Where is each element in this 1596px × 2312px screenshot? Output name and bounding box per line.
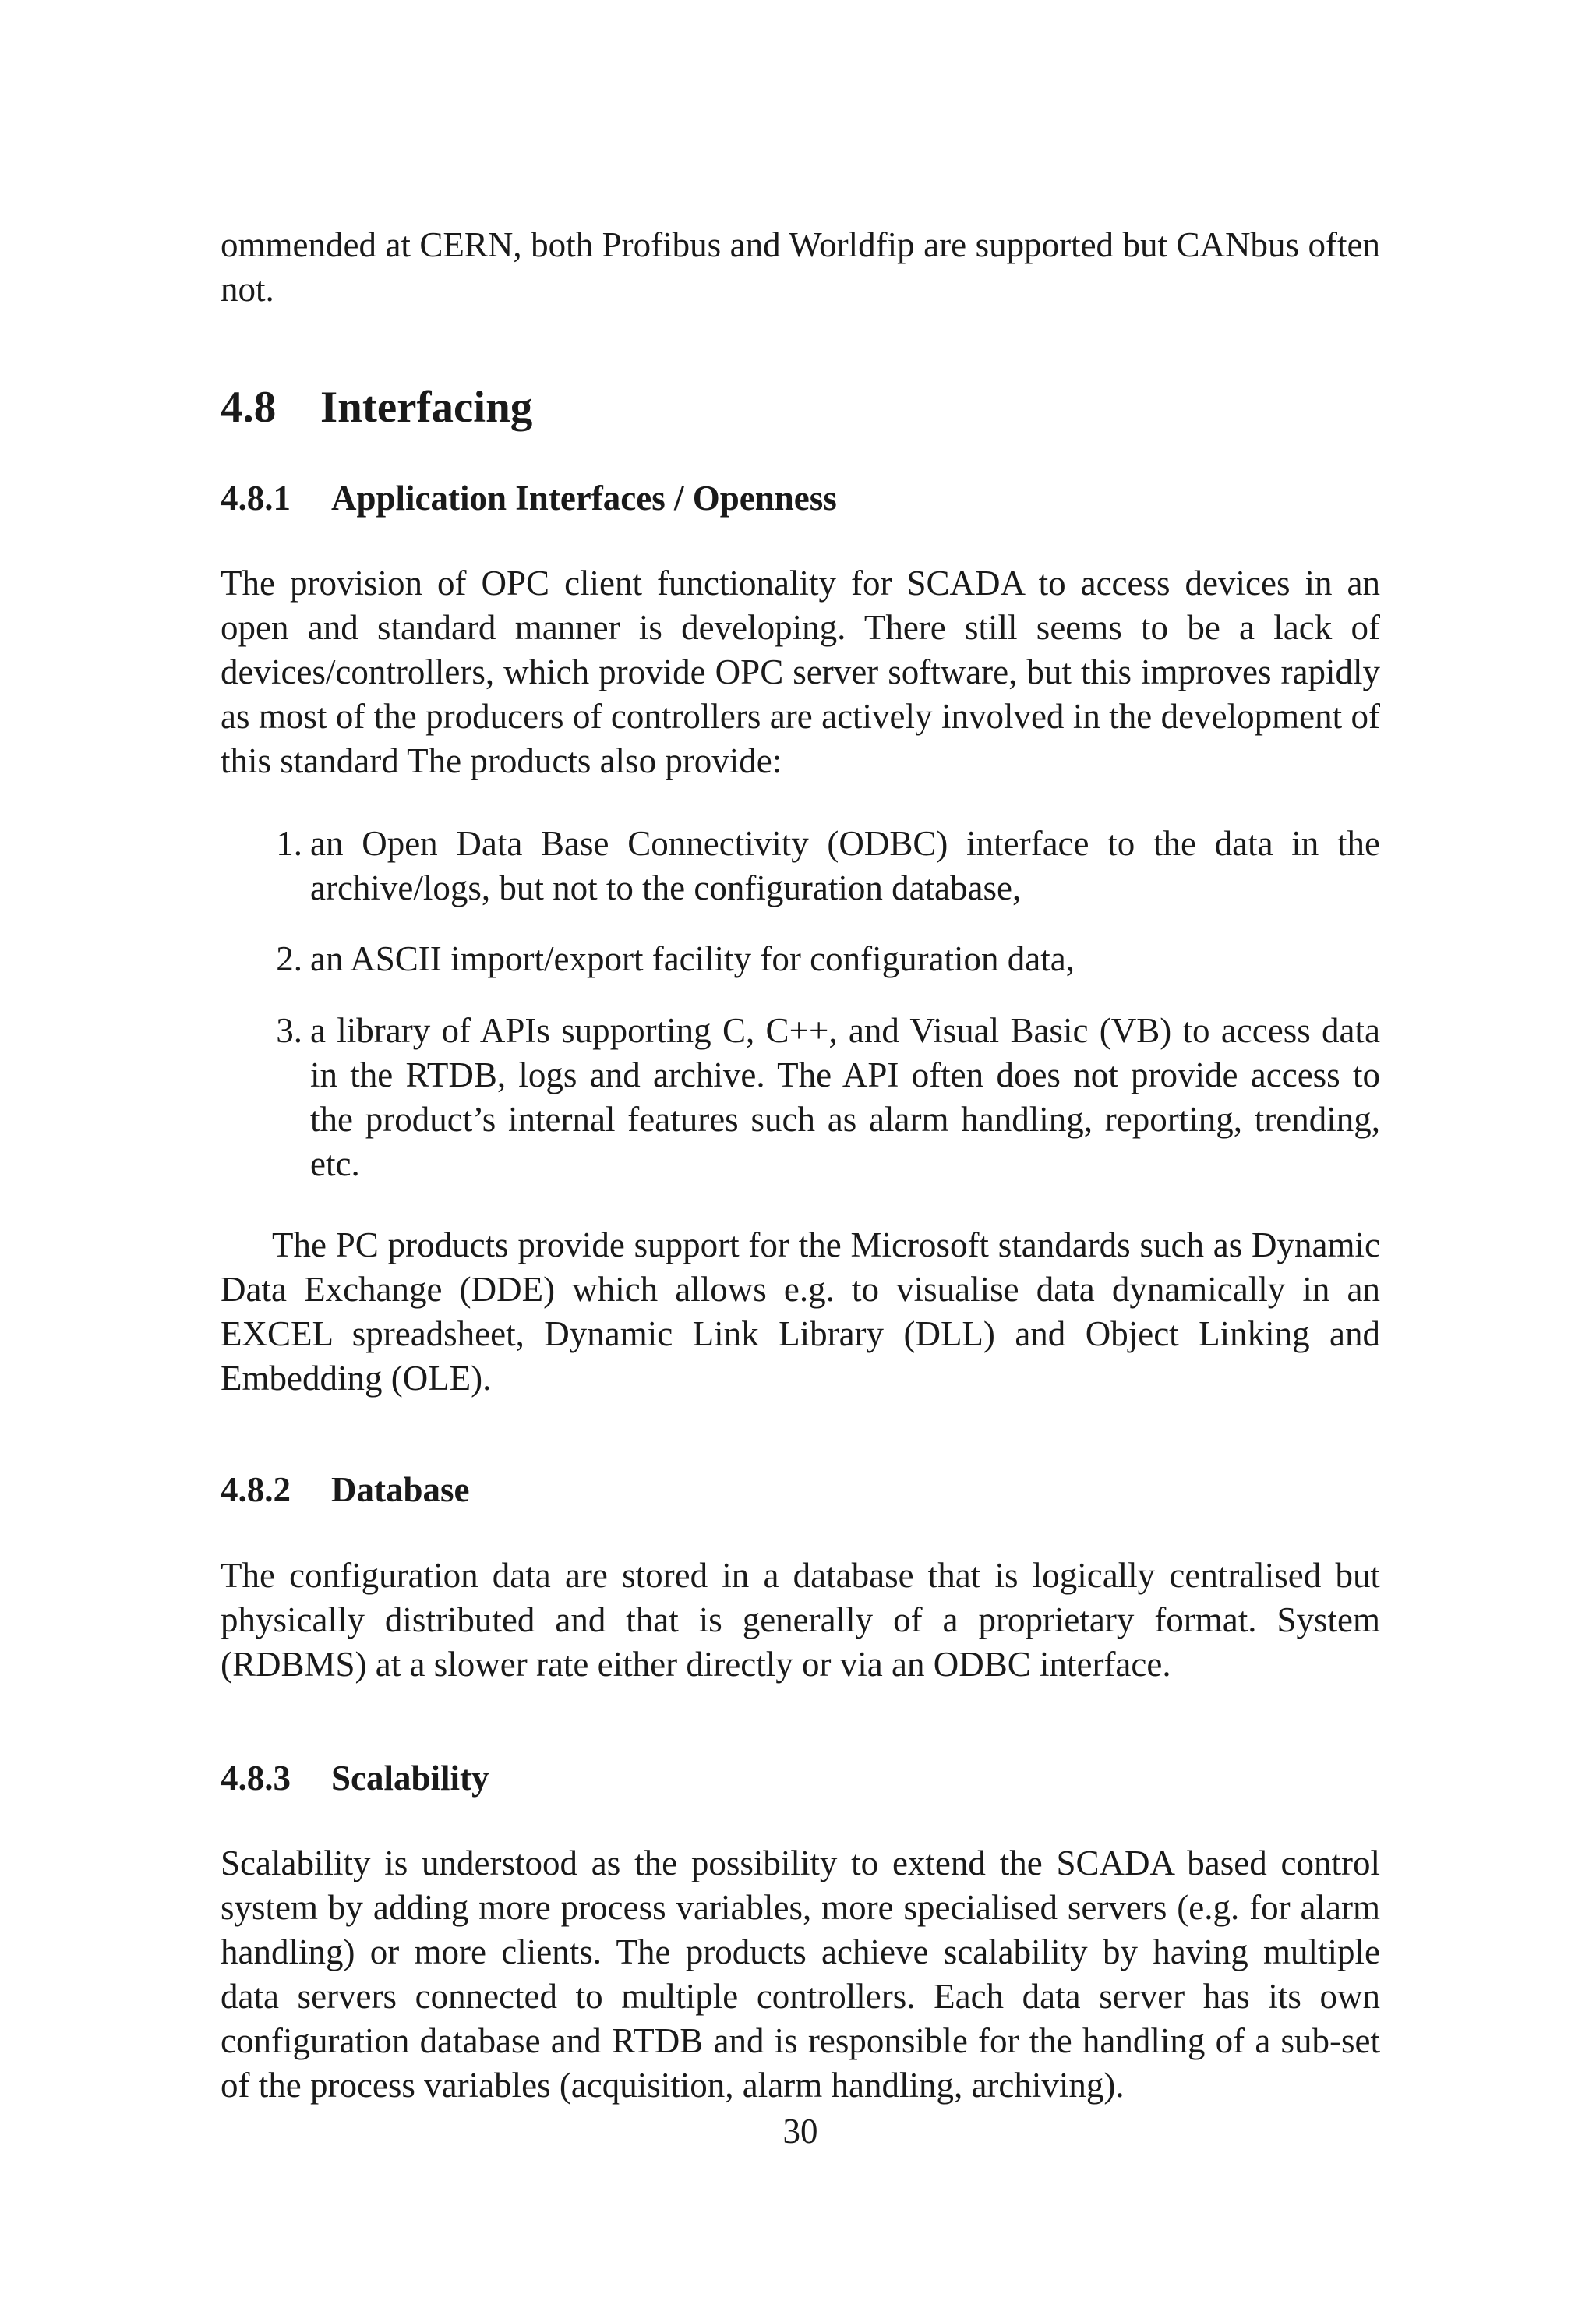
subsection-number: 4.8.1 — [221, 479, 291, 518]
continuation-paragraph: ommended at CERN, both Profibus and Worldfip are supported but CANbus often not. — [221, 225, 1380, 309]
subsection-heading-4-8-3 — [221, 1756, 489, 1801]
list-item — [276, 937, 1380, 981]
list-item-text: an Open Data Base Connectivity (ODBC) interface to the data in the archive/logs, but not to the configuration database, — [310, 824, 1380, 907]
pc-products-paragraph: The PC products provide support for the Microsoft standards such as Dynamic Data Exchange (DDE) which allows e.g. to visualise data dynamically in an EXCEL spreadsheet, Dynamic Link Library (DLL) and Object Linking and Embedding (OLE). — [221, 1225, 1380, 1398]
list-item-text: an ASCII import/export facility for configuration data, — [310, 939, 1075, 978]
list-item — [276, 1009, 1380, 1186]
subsection-heading-4-8-1 — [221, 476, 837, 521]
subsection-title: Database — [331, 1470, 470, 1509]
subsection-heading-4-8-2 — [221, 1468, 470, 1512]
section-number: 4.8 — [221, 383, 277, 432]
subsection-title: Application Interfaces / Openness — [331, 479, 837, 518]
list-marker: 1. — [276, 824, 302, 863]
openness-paragraph: The provision of OPC client functionality for SCADA to access devices in an open and standard manner is developing. There still seems to be a lack of devices/controllers, which provide OPC server software, but this improves rapidly as most of the producers of controllers are actively involved in the development of this standard The products also provide: — [221, 564, 1380, 780]
section-heading — [221, 382, 532, 433]
subsection-title: Scalability — [331, 1759, 489, 1798]
subsection-number: 4.8.2 — [221, 1470, 291, 1509]
document-page — [221, 0, 1380, 2312]
list-item-text: a library of APIs supporting C, C++, and Visual Basic (VB) to access data in the RTDB, logs and archive. The API often does not provide access to the product’s internal features such as alarm handling, reporting, trending, etc. — [310, 1011, 1380, 1183]
list-item — [276, 822, 1380, 910]
subsection-number: 4.8.3 — [221, 1759, 291, 1798]
scalability-paragraph: Scalability is understood as the possibility to extend the SCADA based control system by adding more process variables, more specialised servers (e.g. for alarm handling) or more clients. The products achieve scalability by having multiple data servers connected to multiple controllers. Each data server has its own configuration database and RTDB and is responsible for the handling of a sub-set of the process variables (acquisition, alarm handling, archiving). — [221, 1844, 1380, 2105]
database-paragraph: The configuration data are stored in a database that is logically centralised but physically distributed and that is generally of a proprietary format. System (RDBMS) at a slower rate either directly or via an ODBC interface. — [221, 1556, 1380, 1684]
section-title: Interfacing — [320, 383, 533, 432]
page-number: 30 — [782, 2112, 818, 2151]
list-marker: 2. — [276, 939, 302, 978]
list-marker: 3. — [276, 1011, 302, 1050]
